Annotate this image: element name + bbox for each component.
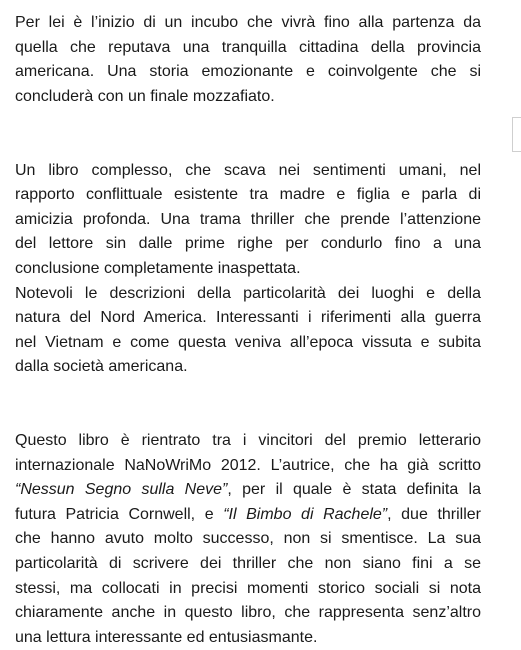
text-fragment: futura Patricia Cornwell, e — [15, 505, 214, 523]
paragraph-3 — [15, 429, 481, 650]
text-line: conclusione completamente inaspettata. — [15, 259, 301, 277]
text-line: internazionale NaNoWriMo 2012. L’autrice, che ha già scritto — [15, 456, 481, 474]
paragraph-1 — [15, 11, 481, 109]
text-line: natura del Nord America. Interessanti i riferimenti alla guerra — [15, 309, 481, 327]
text-line: Per lei è l’inizio di un incubo che vivrà fino alla partenza da — [15, 14, 481, 31]
text-fragment: , due thriller — [387, 505, 481, 523]
text-line: stessi, ma collocati in precisi momenti storico sociali si nota — [15, 579, 481, 597]
text-line: dalla società americana. — [15, 358, 188, 376]
text-line: una lettura interessante ed entusiasmante. — [15, 628, 318, 646]
paragraph-spacer — [15, 380, 481, 405]
text-line: quella che reputava una tranquilla cittadina della provincia — [15, 38, 481, 56]
text-line — [15, 503, 481, 528]
book-title: “Nessun Segno sulla Neve” — [15, 481, 228, 499]
text-line: Questo libro è rientrato tra i vincitori del premio letterario — [15, 432, 481, 450]
document-body — [15, 11, 481, 650]
book-title: “Il Bimbo di Rachele” — [223, 505, 388, 523]
text-line: particolarità di scrivere dei thriller che non siano fini a se — [15, 555, 481, 573]
text-line: Un libro complesso, che scava nei sentimenti umani, nel — [15, 161, 481, 179]
text-line: amicizia profonda. Una trama thriller che prende l’attenzione — [15, 210, 481, 228]
text-line: Notevoli le descrizioni della particolarità dei luoghi e della — [15, 284, 481, 302]
text-line — [15, 478, 481, 503]
text-line: concluderà con un finale mozzafiato. — [15, 87, 275, 105]
text-line: rapporto conflittuale esistente tra madre e figlia e parla di — [15, 186, 481, 204]
text-line: che hanno avuto molto successo, non si smentisce. La sua — [15, 530, 481, 548]
text-line: nel Vietnam e come questa veniva all’epoca vissuta e subita — [15, 333, 481, 351]
paragraph-2 — [15, 159, 481, 380]
text-line: americana. Una storia emozionante e coinvolgente che si — [15, 63, 481, 81]
margin-marker — [512, 151, 521, 152]
text-line: del lettore sin dalle prime righe per condurlo fino a una — [15, 235, 481, 253]
margin-marker — [512, 117, 513, 151]
text-line: chiaramente anche in questo libro, che rappresenta senz’altro — [15, 604, 481, 622]
paragraph-spacer — [15, 109, 481, 134]
text-fragment: , per il quale è stata definita la — [227, 481, 482, 499]
paragraph-spacer — [15, 405, 481, 430]
paragraph-spacer — [15, 134, 481, 159]
margin-marker — [512, 117, 521, 118]
